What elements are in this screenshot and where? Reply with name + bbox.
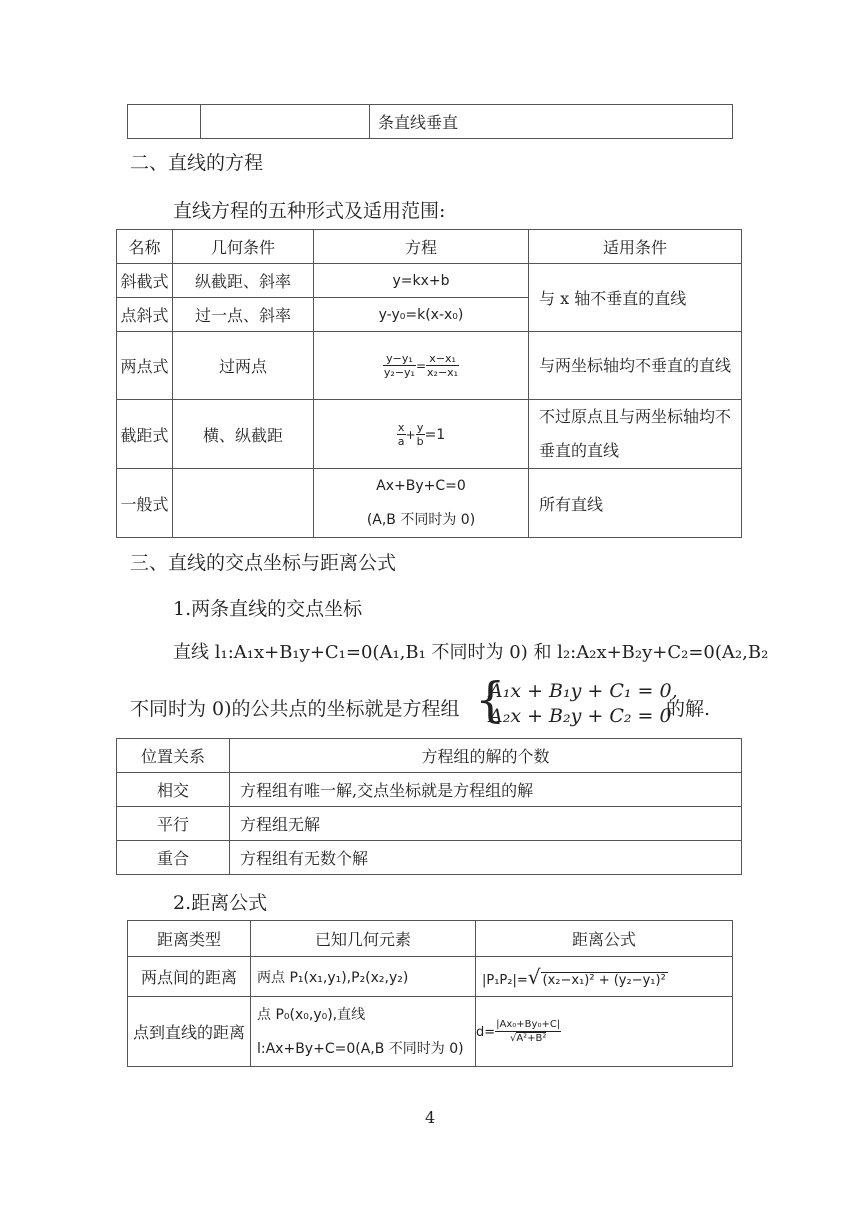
radicand [541, 972, 668, 988]
paragraph-end: 的解. [666, 698, 711, 720]
form-equation [314, 469, 529, 538]
form-equation [314, 332, 529, 400]
form-usage: 所有直线 [529, 469, 742, 538]
prev-table-cell: 条直线垂直 [370, 105, 733, 139]
numerator: |Ax₀+By₀+C| [496, 1019, 561, 1030]
equation-rhs: =1 [424, 426, 446, 443]
page-number: 4 [425, 1108, 436, 1127]
prev-table-cell [201, 105, 370, 139]
system-equation-2: A₂x + B₂y + C₂ = 0 [489, 705, 672, 727]
relation-solution: 方程组有无数个解 [230, 841, 742, 875]
fraction [426, 352, 459, 379]
header-cell: 方程 [314, 230, 529, 264]
section3-heading: 三、直线的交点坐标与距离公式 [130, 552, 397, 574]
relation-name: 相交 [117, 773, 230, 807]
prev-table-cell [128, 105, 201, 139]
form-usage: 与两坐标轴均不垂直的直线 [529, 332, 742, 400]
radicand-text: (x₂−x₁)² + (y₂−y₁)² [542, 973, 666, 988]
header-cell: 位置关系 [117, 739, 230, 773]
fraction [416, 421, 425, 448]
relation-name: 重合 [117, 841, 230, 875]
distance-type: 两点间的距离 [128, 957, 251, 997]
header-cell: 已知几何元素 [251, 921, 476, 957]
form-condition: 横、纵截距 [173, 400, 314, 469]
form-usage: 与 x 轴不垂直的直线 [529, 264, 742, 332]
equals-sign: = [415, 359, 427, 373]
form-name: 截距式 [117, 400, 173, 469]
header-cell: 距离公式 [476, 921, 733, 957]
distance-formula [476, 997, 733, 1067]
formula-lhs: |P₁P₂|= [482, 972, 528, 988]
denominator: b [416, 434, 424, 448]
distance-type: 点到直线的距离 [128, 997, 251, 1067]
numerator: y [416, 420, 424, 434]
denominator: a [397, 434, 405, 448]
form-equation: y-y₀=k(x-x₀) [314, 298, 529, 332]
header-cell: 几何条件 [173, 230, 314, 264]
sqrt-sign: √ [527, 964, 541, 989]
fraction [397, 421, 406, 448]
form-condition: 纵截距、斜率 [173, 264, 314, 298]
denominator [495, 1032, 561, 1045]
known-elements: 两点 P₁(x₁,y₁),P₂(x₂,y₂) [251, 957, 476, 997]
numerator: x−x₁ [426, 352, 459, 366]
form-usage: 不过原点且与两坐标轴均不垂直的直线 [529, 400, 742, 469]
section2-intro: 直线方程的五种形式及适用范围: [173, 200, 446, 222]
form-equation: y=kx+b [314, 264, 529, 298]
equation-line: Ax+By+C=0 [376, 478, 466, 494]
formula-lhs: d= [476, 1025, 496, 1040]
subsection-1-title: 1.两条直线的交点坐标 [173, 598, 363, 620]
distance-formula [476, 957, 733, 997]
fraction [383, 352, 416, 379]
equation-system [475, 672, 678, 730]
relation-solution: 方程组无解 [230, 807, 742, 841]
sqrt-sign: √ [509, 1033, 517, 1044]
line-forms-table [116, 229, 742, 538]
denominator: y₂−y₁ [383, 366, 415, 379]
relation-name: 平行 [117, 807, 230, 841]
form-name: 一般式 [117, 469, 173, 538]
form-condition: 过两点 [173, 332, 314, 400]
denominator-radicand: A²+B² [516, 1033, 547, 1044]
numerator: x [397, 420, 405, 434]
form-name: 两点式 [117, 332, 173, 400]
system-equation-1: A₁x + B₁y + C₁ = 0, [489, 680, 678, 702]
section2-heading: 二、直线的方程 [130, 152, 264, 174]
form-equation [314, 400, 529, 469]
form-name: 点斜式 [117, 298, 173, 332]
left-brace: { [475, 672, 506, 728]
paragraph-line-2: 不同时为 0)的公共点的坐标就是方程组 [130, 698, 460, 720]
subsection-2-title: 2.距离公式 [173, 892, 268, 914]
form-condition [173, 469, 314, 538]
equation-note: (A,B 不同时为 0) [366, 512, 476, 528]
header-cell: 适用条件 [529, 230, 742, 264]
denominator: x₂−x₁ [427, 366, 459, 379]
intersection-table [116, 738, 742, 875]
header-cell: 方程组的解的个数 [230, 739, 742, 773]
paragraph-line-1: 直线 l₁:A₁x+B₁y+C₁=0(A₁,B₁ 不同时为 0) 和 l₂:A₂x+B₂y+C₂=0(A₂,B₂ [173, 642, 769, 663]
form-name: 斜截式 [117, 264, 173, 298]
plus-sign: + [405, 427, 416, 442]
numerator: y−y₁ [383, 352, 416, 366]
relation-solution: 方程组有唯一解,交点坐标就是方程组的解 [230, 773, 742, 807]
form-condition: 过一点、斜率 [173, 298, 314, 332]
known-elements: 点 P₀(x₀,y₀),直线 l:Ax+By+C=0(A,B 不同时为 0) [251, 997, 476, 1067]
header-cell: 距离类型 [128, 921, 251, 957]
distance-table [127, 920, 733, 1067]
header-cell: 名称 [117, 230, 173, 264]
fraction [495, 1018, 561, 1045]
prev-table [127, 104, 733, 139]
